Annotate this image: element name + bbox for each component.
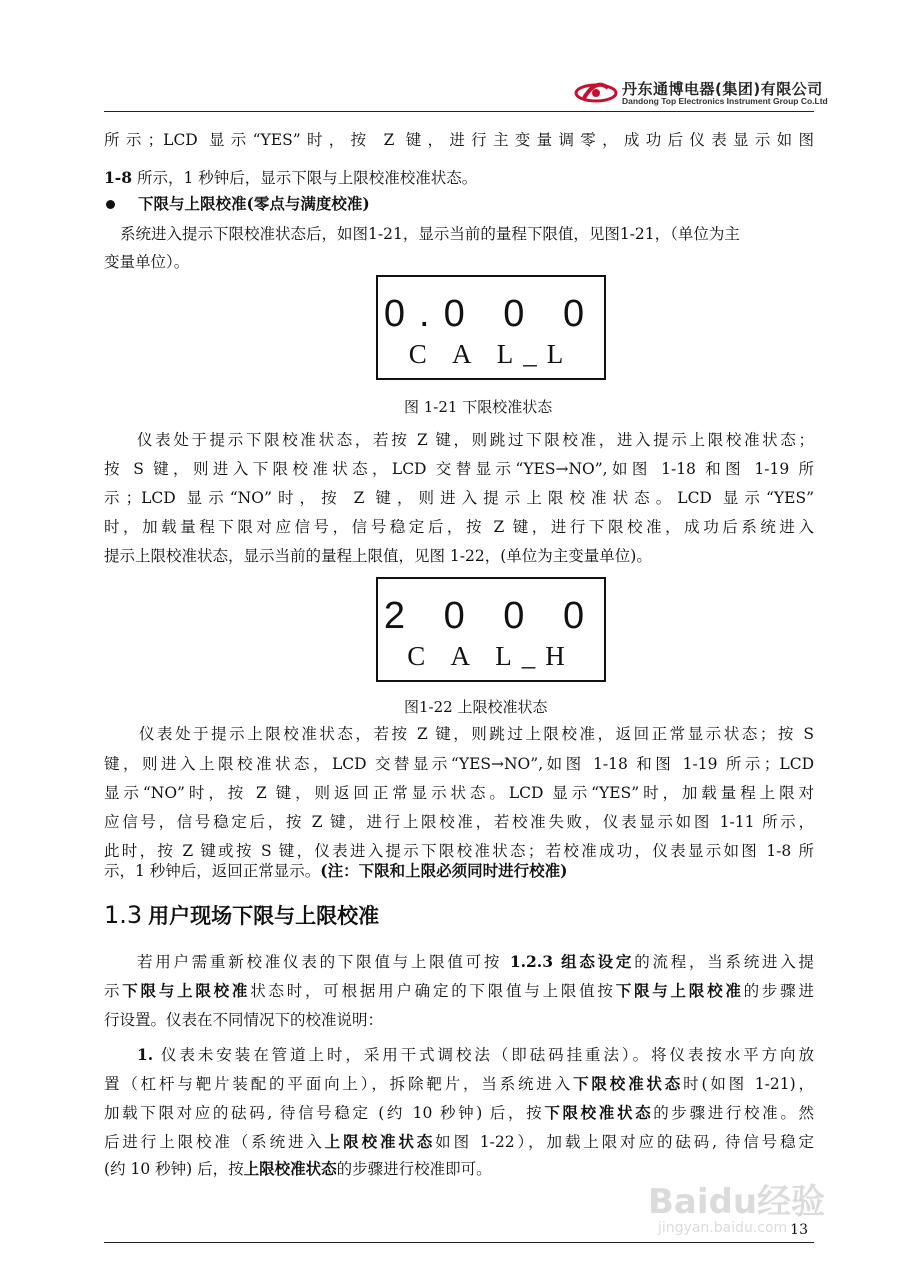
para4-text: 若用户需重新校准仪表的下限值与上限值可按	[137, 953, 510, 971]
watermark-url: jingyan.baidu.com	[658, 1220, 788, 1236]
para5-text: 置（杠杆与靶片装配的平面向上），拆除靶片，当系统进入	[104, 1075, 574, 1093]
para5-text: 后进行上限校准（系统进入	[104, 1133, 325, 1151]
lcd-display-upper	[376, 577, 606, 682]
lcd-label: C A L_H	[407, 641, 575, 671]
para3-line-4: 应信号，信号稳定后，按 Z 键，进行上限校准，若校准失败，仪表显示如图 1-11 所示，	[104, 813, 814, 831]
para1-line-2: 变量单位）。	[104, 253, 190, 271]
bullet-heading: 下限与上限校准(零点与满度校准)	[138, 194, 370, 213]
para3-note: (注：下限和上限必须同时进行校准)	[320, 861, 568, 880]
footer-divider	[104, 1242, 814, 1243]
lcd-label: C A L_L	[408, 339, 574, 369]
company-logo	[574, 76, 828, 110]
para5-text: 仪表未安装在管道上时，采用干式调校法（即砝码挂重法）。将仪表按水平方向放	[153, 1046, 814, 1064]
section-title: 用户现场下限与上限校准	[148, 904, 380, 928]
intro-line-2-text: 所示，1 秒钟后，显示下限与上限校准校准状态。	[132, 169, 478, 187]
section-number: 1.3	[104, 901, 143, 929]
para2-line-3: 示；LCD 显示“NO”时，按 Z 键，则进入提示上限校准状态。LCD 显示“YES”	[104, 489, 814, 507]
para5-line-1	[137, 1043, 814, 1065]
figure-caption-1-21: 图 1-21 下限校准状态	[404, 398, 553, 416]
para5-line-3	[104, 1101, 814, 1123]
para5-emphasis: 下限校准状态	[573, 1074, 684, 1093]
page-number: 13	[790, 1222, 808, 1238]
company-logo-icon	[574, 76, 618, 110]
bullet-dot-icon	[106, 200, 115, 209]
para5-text: (约 10 秒钟) 后，按	[104, 1160, 244, 1178]
para4-emphasis: 下限与上限校准	[122, 981, 251, 1000]
para3-line-3: 显示“NO”时，按 Z 键，则返回正常显示状态。LCD 显示“YES”时，加载量程上限对	[104, 784, 814, 802]
para5-text: 的步骤进行校准即可。	[336, 1160, 492, 1178]
para4-emphasis: 下限与上限校准	[615, 981, 744, 1000]
para4-ref: 1.2.3 组态设定	[509, 952, 635, 971]
para2-line-5: 提示上限校准状态，显示当前的量程上限值，见图 1-22，(单位为主变量单位)。	[104, 547, 652, 565]
intro-line-1: 所示；LCD 显示“YES”时，按 Z 键，进行主变量调零，成功后仪表显示如图	[104, 131, 814, 149]
para5-emphasis: 下限校准状态	[544, 1103, 654, 1122]
para5-item-number: 1.	[137, 1045, 154, 1064]
para5-line-5	[104, 1157, 492, 1179]
lcd-value: 0.0 0 0	[383, 293, 599, 335]
intro-line-2	[104, 166, 477, 188]
para4-text: 的步骤进	[743, 982, 814, 1000]
para5-emphasis: 上限校准状态	[324, 1132, 436, 1151]
para4-line-2	[104, 979, 814, 1001]
para5-text: 加载下限对应的砝码, 待信号稳定 (约 10 秒钟) 后，按	[104, 1104, 545, 1122]
para2-line-1: 仪表处于提示下限校准状态，若按 Z 键，则跳过下限校准，进入提示上限校准状态；	[137, 431, 814, 449]
company-name-cn: 丹东通博电器(集团)有限公司	[622, 80, 823, 98]
para3-line-1: 仪表处于提示上限校准状态，若按 Z 键，则跳过上限校准，返回正常显示状态；按 S	[139, 725, 814, 743]
intro-figure-ref: 1-8	[104, 168, 133, 187]
para2-line-2: 按 S 键，则进入下限校准状态，LCD 交替显示“YES→NO”,如图 1-18 和图 1-19 所	[104, 460, 814, 478]
section-heading	[104, 900, 379, 930]
para4-text: 的流程，当系统进入提	[634, 953, 815, 971]
para4-line-1	[137, 950, 814, 972]
para5-text: 的步骤进行校准。然	[653, 1104, 814, 1122]
para3-line-5: 此时，按 Z 键或按 S 键，仪表进入提示下限校准状态；若校准成功，仪表显示如图 1-8 所	[104, 842, 814, 860]
para4-line-3: 行设置。仪表在不同情况下的校准说明：	[104, 1011, 384, 1029]
para5-text: 时(如图 1-21)，	[683, 1075, 814, 1093]
para3-line-2: 键，则进入上限校准状态，LCD 交替显示“YES→NO”,如图 1-18 和图 1-19 所示；LCD	[104, 755, 814, 773]
lcd-display-lower	[376, 275, 606, 380]
header-divider	[104, 111, 814, 112]
para2-line-4: 时，加载量程下限对应信号，信号稳定后，按 Z 键，进行下限校准，成功后系统进入	[104, 518, 814, 536]
para3-line-6	[104, 859, 567, 881]
para1-line-1: 系统进入提示下限校准状态后，如图1-21，显示当前的量程下限值，见图1-21，（单位为主	[120, 225, 740, 243]
para5-line-2	[104, 1072, 814, 1094]
lcd-value: 2 0 0 0	[383, 595, 599, 637]
para4-text: 状态时，可根据用户确定的下限值与上限值按	[250, 982, 616, 1000]
para5-emphasis: 上限校准状态	[243, 1159, 337, 1178]
para5-text: 如图 1-22），加载上限对应的砝码, 待信号稳定	[435, 1133, 814, 1151]
para3-last-text: 示，1 秒钟后，返回正常显示。	[104, 862, 321, 880]
company-name-en: Dandong Top Electronics Instrument Group Co.Ltd	[622, 96, 828, 106]
figure-caption-1-22: 图1-22 上限校准状态	[404, 698, 548, 716]
watermark-brand: Baidu经验	[648, 1182, 826, 1222]
para4-text: 示	[104, 982, 123, 1000]
para5-line-4	[104, 1130, 814, 1152]
